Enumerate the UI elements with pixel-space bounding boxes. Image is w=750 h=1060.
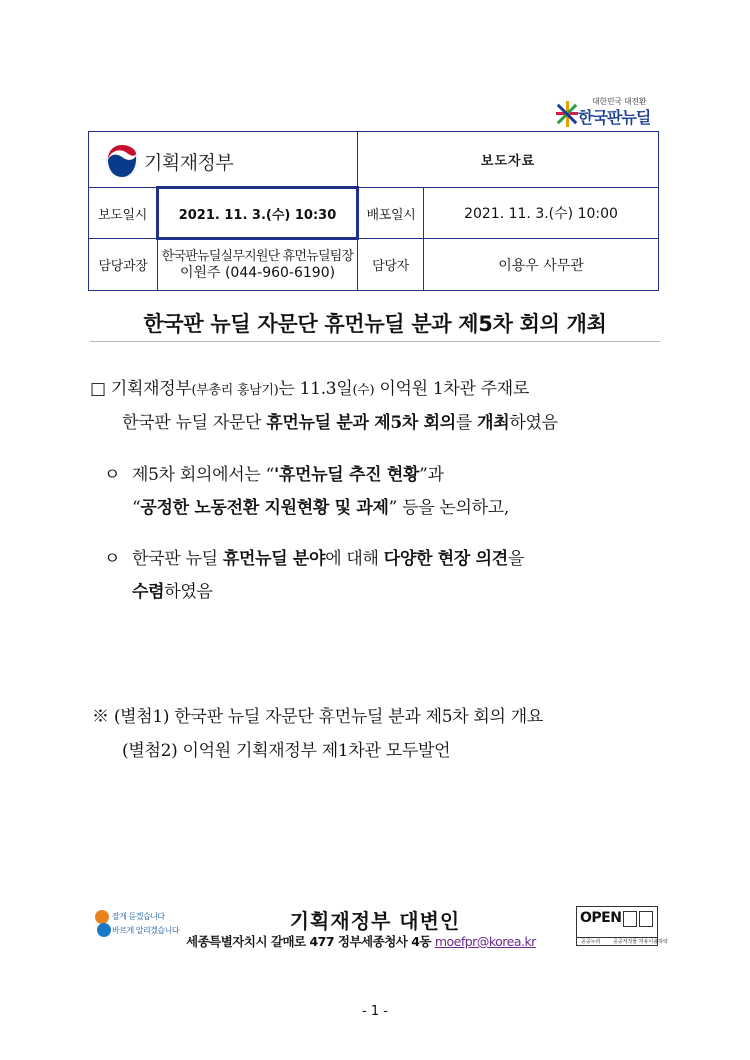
sub-bullet-2-line2: 수렴하였음 <box>132 582 213 602</box>
dept-label: 담당과장 <box>89 239 158 291</box>
sub-bullet-1-line2: “공정한 노동전환 지원현황 및 과제” 등을 논의하고, <box>132 498 510 518</box>
ministry-cell <box>89 132 358 188</box>
circle-bullet: ㅇ <box>104 549 121 569</box>
main-bullet-line1: □ 기획재정부(부총리 홍남기)는 11.3일(수) 이억원 1차관 주재로 <box>90 379 530 399</box>
ministry-name: 기획재정부 <box>144 152 234 174</box>
listen-logo-line1: 잘게 듣겠습니다 <box>112 912 165 921</box>
noncommercial-icon <box>639 911 653 927</box>
officer-name: 이용우 사무관 <box>424 239 659 291</box>
open-caption-right: 공공저작물 자유이용허락 <box>613 939 668 945</box>
doc-type-title: 보도자료 <box>358 132 659 188</box>
officer-label: 담당자 <box>358 239 424 291</box>
release-datetime: 2021. 11. 3.(수) 10:30 <box>158 188 358 239</box>
release-label: 보도일시 <box>89 188 158 239</box>
dept-info <box>158 239 358 291</box>
spokesperson: 기획재정부 대변인 <box>289 909 461 933</box>
kogl-open-logo <box>576 906 668 946</box>
newdeal-title: 한국판뉴딜 <box>578 108 651 127</box>
listen-logo-line2: 바르게 알리겠습니다 <box>112 926 180 935</box>
newdeal-star-icon <box>556 99 578 129</box>
press-header-table <box>88 131 659 291</box>
headline: 한국판 뉴딜 자문단 휴먼뉴딜 분과 제5차 회의 개최 <box>143 312 607 336</box>
attachment-note-1: ※ (별첨1) 한국판 뉴딜 자문단 휴먼뉴딜 분과 제5차 회의 개요 <box>92 707 544 727</box>
newdeal-logo <box>556 96 666 132</box>
note-symbol: ※ <box>92 707 109 727</box>
square-bullet: □ <box>90 379 106 399</box>
dept-team: 한국판뉴딜실무지원단 휴먼뉴딜팀장 <box>161 249 354 264</box>
sub-bullet-2-line1: ㅇ 한국판 뉴딜 휴먼뉴딜 분야에 대해 다양한 현장 의견을 <box>104 544 524 569</box>
open-logo-text: OPEN <box>580 910 622 926</box>
newdeal-subtitle: 대한민국 대전환 <box>592 97 647 106</box>
email-link[interactable]: moefpr@korea.kr <box>434 934 536 949</box>
government-emblem-icon <box>105 144 139 178</box>
attribution-icon <box>623 911 637 927</box>
sub-bullet-1-line1: ㅇ 제5차 회의에서는 “'휴먼뉴딜 추진 현황”과 <box>104 460 444 485</box>
headline-divider <box>90 341 660 342</box>
distribution-label: 배포일시 <box>358 188 424 239</box>
main-bullet-line2: 한국판 뉴딜 자문단 휴먼뉴딜 분과 제5차 회의를 개최하였음 <box>122 413 558 433</box>
footer-address: 세종특별자치시 갈매로 477 정부세종청사 4동 moefpr@korea.kr <box>186 934 536 949</box>
circle-bullet: ㅇ <box>104 465 121 485</box>
dept-contact: 이원주 (044-960-6190) <box>179 265 336 281</box>
attachment-note-2: (별첨2) 이억원 기획재정부 제1차관 모두발언 <box>122 741 451 761</box>
distribution-datetime: 2021. 11. 3.(수) 10:00 <box>424 188 659 239</box>
open-caption-left: 공공누리 <box>581 939 601 945</box>
page-number: - 1 - <box>362 1004 388 1019</box>
